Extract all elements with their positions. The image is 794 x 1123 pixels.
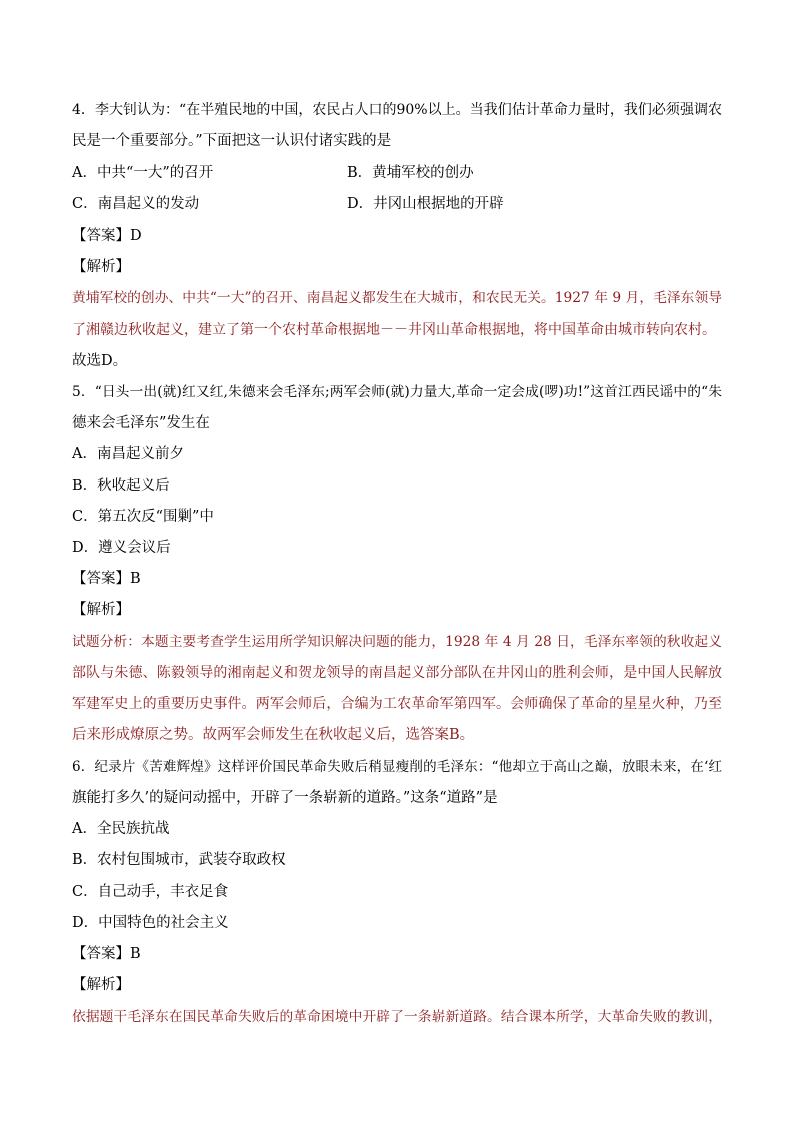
q6-stem-line-2: 旗能打多久’的疑问动摇中，开辟了一条崭新的道路。”这条“道路”是 xyxy=(72,790,498,806)
q5-option-a: A．南昌起义前夕 xyxy=(72,446,184,462)
q6-analysis-line-1: 依据题干毛泽东在国民革命失败后的革命困境中开辟了一条崭新道路。结合课本所学，大革命失败的教训， xyxy=(72,1009,722,1025)
q6-option-b: B．农村包围城市，武装夺取政权 xyxy=(72,852,286,868)
q5-stem-line-1: 5．“日头一出(就)红又红,朱德来会毛泽东;两军会师(就)力量大,革命一定会成(啰)功!”这首江西民谣中的“朱 xyxy=(72,384,722,400)
q5-option-c: C．第五次反“围剿”中 xyxy=(72,509,214,525)
q4-stem-line-1: 4．李大钊认为：“在半殖民地的中国，农民占人口的90%以上。当我们估计革命力量时，我们必须强调农 xyxy=(72,102,722,118)
q5-option-b: B．秋收起义后 xyxy=(72,478,170,494)
q5-option-d: D．遵义会议后 xyxy=(72,540,171,556)
q5-analysis-line-1: 试题分析：本题主要考查学生运用所学知识解决问题的能力，1928 年 4 月 28 日，毛泽东率领的秋收起义 xyxy=(72,634,722,650)
q5-analysis-line-4: 后来形成燎原之势。故两军会师发生在秋收起义后，选答案B。 xyxy=(72,727,475,743)
q6-answer: 【答案】B xyxy=(72,946,141,962)
q6-option-a: A．全民族抗战 xyxy=(72,821,170,837)
q4-analysis-line-3: 故选D。 xyxy=(72,353,128,369)
q5-analysis-line-3: 军建军史上的重要历史事件。两军会师后，合编为工农革命军第四军。会师确保了革命的星星火种，乃至 xyxy=(72,696,722,712)
q6-option-c: C．自己动手，丰衣足食 xyxy=(72,884,229,900)
q4-option-d: D．井冈山根据地的开辟 xyxy=(347,196,504,212)
q5-analysis-label: 【解析】 xyxy=(72,602,130,618)
q4-stem-line-2: 民是一个重要部分。”下面把这一认识付诸实践的是 xyxy=(72,133,392,149)
q4-analysis-label: 【解析】 xyxy=(72,259,130,275)
q5-analysis-line-2: 部队与朱德、陈毅领导的湘南起义和贺龙领导的南昌起义部分部队在井冈山的胜利会师，是中国人民解放 xyxy=(72,665,722,681)
q5-stem-line-2: 德来会毛泽东”发生在 xyxy=(72,415,210,431)
q4-options-row-2 xyxy=(72,194,722,214)
q4-analysis-line-1: 黄埔军校的创办、中共“一大”的召开、南昌起义都发生在大城市，和农民无关。1927 年 9 月，毛泽东领导 xyxy=(72,290,722,306)
q4-option-a: A．中共“一大”的召开 xyxy=(72,165,214,181)
q6-analysis-label: 【解析】 xyxy=(72,977,130,993)
q6-stem-line-1: 6．纪录片《苦难辉煌》这样评价国民革命失败后稍显瘦削的毛泽东：“他却立于高山之巅，放眼未来，在‘红 xyxy=(72,759,722,775)
q4-analysis-line-2: 了湘赣边秋收起义，建立了第一个农村革命根据地－－井冈山革命根据地，将中国革命由城市转向农村。 xyxy=(72,322,716,338)
q5-answer: 【答案】B xyxy=(72,571,141,587)
q4-option-c: C．南昌起义的发动 xyxy=(72,196,200,212)
q4-options-row-1 xyxy=(72,163,722,183)
q4-answer: 【答案】D xyxy=(72,228,142,244)
q6-option-d: D．中国特色的社会主义 xyxy=(72,915,229,931)
q4-option-b: B．黄埔军校的创办 xyxy=(347,165,474,181)
